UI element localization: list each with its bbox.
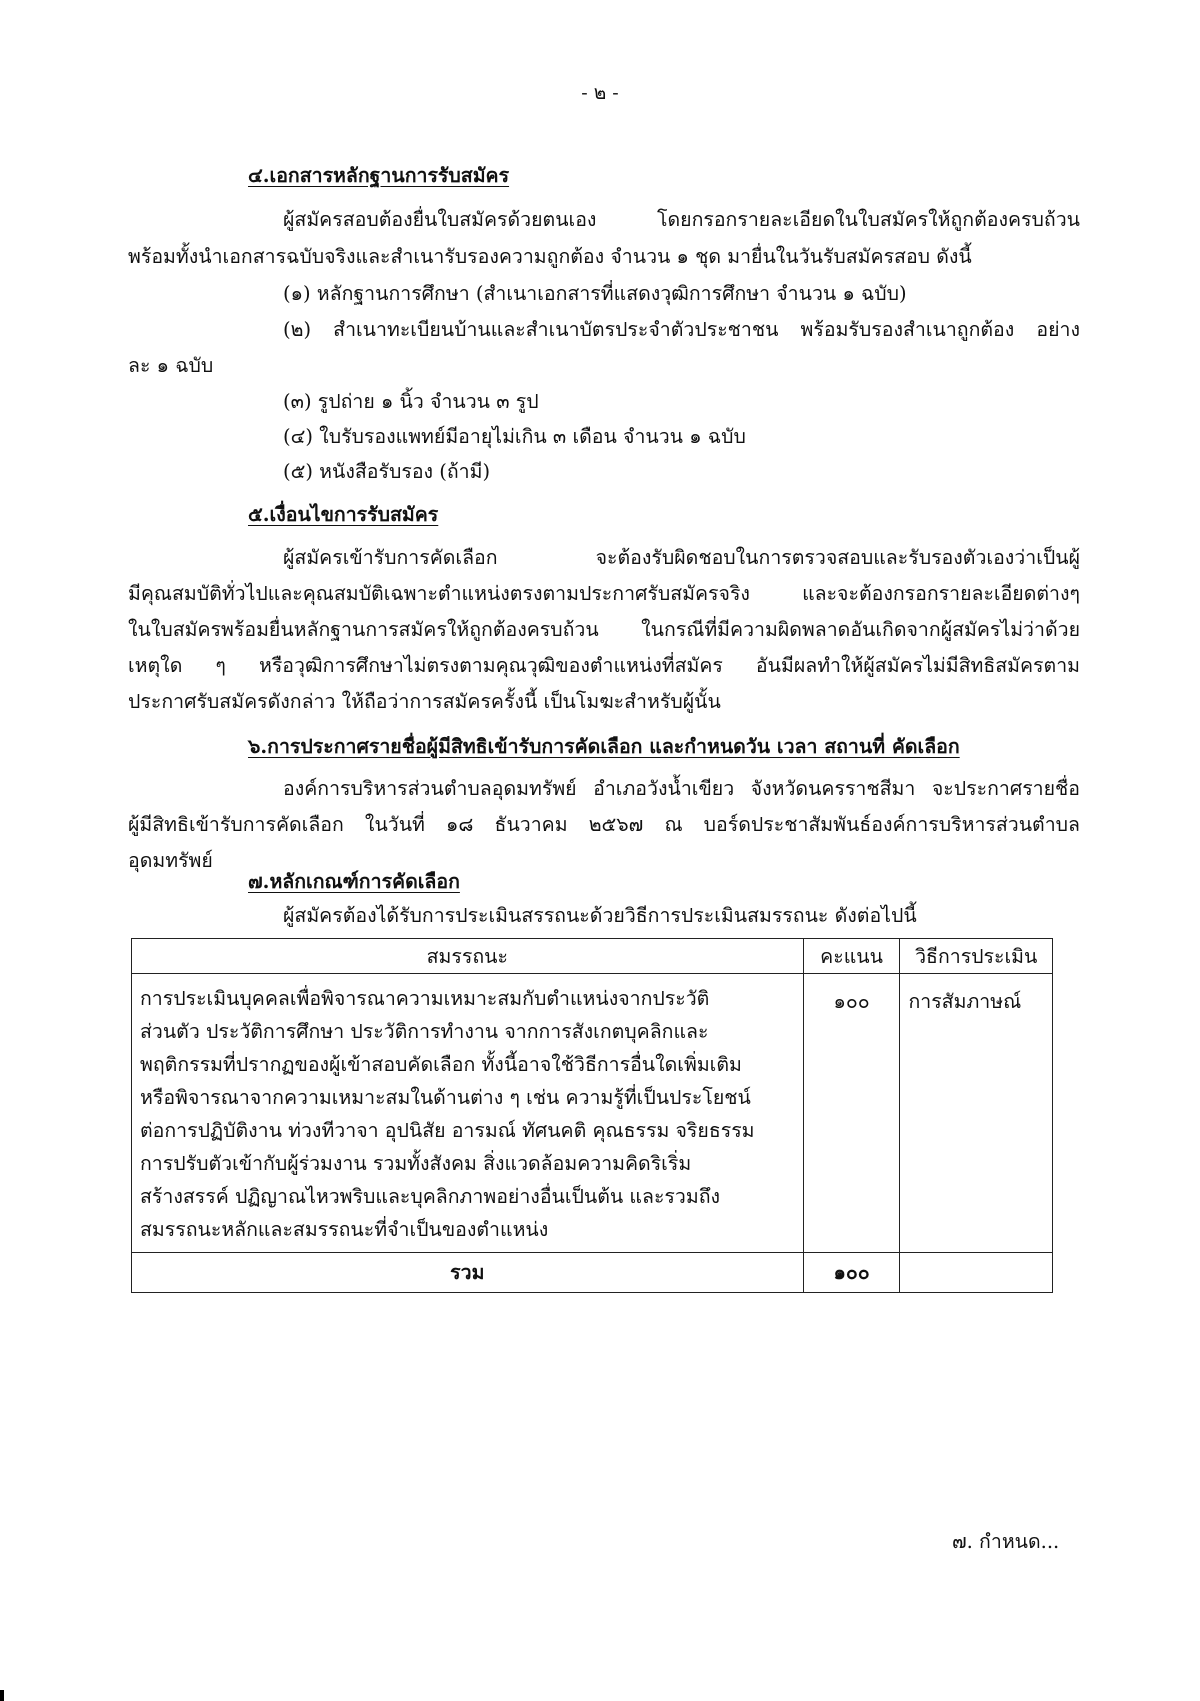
description-line: การประเมินบุคคลเพื่อพิจารณาความเหมาะสมกับตำแหน่งจากประวัติ: [140, 987, 710, 1010]
section4-intro-line2: พร้อมทั้งนำเอกสารฉบับจริงและสำเนารับรองความถูกต้อง จำนวน ๑ ชุด มายื่นในวันรับสมัครสอบ ดังนี้: [128, 245, 972, 268]
section4-item2-line2: ละ ๑ ฉบับ: [128, 354, 214, 377]
page-number: - ๒ -: [581, 82, 619, 104]
description-line: พฤติกรรมที่ปรากฏของผู้เข้าสอบคัดเลือก ทั้งนี้อาจใช้วิธีการอื่นใดเพิ่มเติม: [140, 1053, 742, 1076]
next-page-catchword: ๗. กำหนด...: [952, 1530, 1060, 1553]
score-cell: ๑๐๐: [803, 974, 900, 1253]
description-line: หรือพิจารณาจากความเหมาะสมในด้านต่าง ๆ เช่น ความรู้ที่เป็นประโยชน์: [140, 1086, 751, 1109]
section4-intro-line1: ผู้สมัครสอบต้องยื่นใบสมัครด้วยตนเอง โดยกรอกรายละเอียดในใบสมัครให้ถูกต้องครบถ้วน: [283, 208, 1080, 231]
description-line: สมรรถนะหลักและสมรรถนะที่จำเป็นของตำแหน่ง: [140, 1218, 549, 1241]
header-competency: สมรรถนะ: [132, 939, 804, 974]
description-line: ส่วนตัว ประวัติการศึกษา ประวัติการทำงาน จากการสังเกตบุคลิกและ: [140, 1020, 709, 1043]
method-cell: การสัมภาษณ์: [900, 974, 1053, 1253]
section7-intro: ผู้สมัครต้องได้รับการประเมินสรรถนะด้วยวิธีการประเมินสมรรถนะ ดังต่อไปนี้: [283, 904, 917, 927]
total-label: รวม: [132, 1253, 804, 1293]
competency-description: [132, 974, 804, 1253]
total-method-empty: [900, 1253, 1053, 1293]
section4-item1: (๑) หลักฐานการศึกษา (สำเนาเอกสารที่แสดงวุฒิการศึกษา จำนวน ๑ ฉบับ): [283, 282, 907, 305]
section6-heading: ๖.การประกาศรายชื่อผู้มีสิทธิเข้ารับการคัดเลือก และกำหนดวัน เวลา สถานที่ คัดเลือก: [248, 735, 960, 758]
description-line: สร้างสรรค์ ปฏิญาณไหวพริบและบุคลิกภาพอย่างอื่นเป็นต้น และรวมถึง: [140, 1185, 721, 1208]
section5-line3: ในใบสมัครพร้อมยื่นหลักฐานการสมัครให้ถูกต้องครบถ้วน ในกรณีที่มีความผิดพลาดอันเกิดจากผู้สมัครไม่ว่าด้วย: [128, 618, 1080, 641]
description-line: การปรับตัวเข้ากับผู้ร่วมงาน รวมทั้งสังคม สิ่งแวดล้อมความคิดริเริ่ม: [140, 1152, 692, 1175]
section4-item3: (๓) รูปถ่าย ๑ นิ้ว จำนวน ๓ รูป: [283, 390, 539, 413]
header-score: คะแนน: [803, 939, 900, 974]
section7-heading: ๗.หลักเกณฑ์การคัดเลือก: [248, 870, 460, 893]
section4-item4: (๔) ใบรับรองแพทย์มีอายุไม่เกิน ๓ เดือน จำนวน ๑ ฉบับ: [283, 425, 746, 448]
total-score: ๑๐๐: [803, 1253, 900, 1293]
header-method: วิธีการประเมิน: [900, 939, 1053, 974]
section5-line2: มีคุณสมบัติทั่วไปและคุณสมบัติเฉพาะตำแหน่งตรงตามประกาศรับสมัครจริง และจะต้องกรอกรายละเอียดต่างๆ: [128, 582, 1080, 605]
total-row: [132, 1253, 1053, 1293]
section5-heading: ๕.เงื่อนไขการรับสมัคร: [248, 503, 439, 526]
scan-edge-mark: [0, 1690, 4, 1701]
section5-line5: ประกาศรับสมัครดังกล่าว ให้ถือว่าการสมัครครั้งนี้ เป็นโมฆะสำหรับผู้นั้น: [128, 690, 721, 713]
section6-line2: ผู้มีสิทธิเข้ารับการคัดเลือก ในวันที่ ๑๘ ธันวาคม ๒๕๖๗ ณ บอร์ดประชาสัมพันธ์องค์การบริหารส่วนตำบล: [128, 813, 1080, 836]
criteria-table: [131, 938, 1053, 1293]
table-row: [132, 974, 1053, 1253]
description-line: ต่อการปฏิบัติงาน ท่วงทีวาจา อุปนิสัย อารมณ์ ทัศนคติ คุณธรรม จริยธรรม: [140, 1119, 755, 1142]
section5-line4: เหตุใด ๆ หรือวุฒิการศึกษาไม่ตรงตามคุณวุฒิของตำแหน่งที่สมัคร อันมีผลทำให้ผู้สมัครไม่มีสิทธิสมัครตาม: [128, 654, 1080, 677]
section4-item5: (๕) หนังสือรับรอง (ถ้ามี): [283, 460, 491, 483]
table-header-row: [132, 939, 1053, 974]
section5-line1: ผู้สมัครเข้ารับการคัดเลือก จะต้องรับผิดชอบในการตรวจสอบและรับรองตัวเองว่าเป็นผู้: [283, 546, 1080, 569]
section6-line3: อุดมทรัพย์: [128, 849, 213, 872]
section4-heading: ๔.เอกสารหลักฐานการรับสมัคร: [248, 164, 510, 187]
section4-item2-line1: (๒) สำเนาทะเบียนบ้านและสำเนาบัตรประจำตัวประชาชน พร้อมรับรองสำเนาถูกต้อง อย่าง: [283, 318, 1080, 341]
section6-line1: องค์การบริหารส่วนตำบลอุดมทรัพย์ อำเภอวังน้ำเขียว จังหวัดนครราชสีมา จะประกาศรายชื่อ: [283, 777, 1080, 800]
